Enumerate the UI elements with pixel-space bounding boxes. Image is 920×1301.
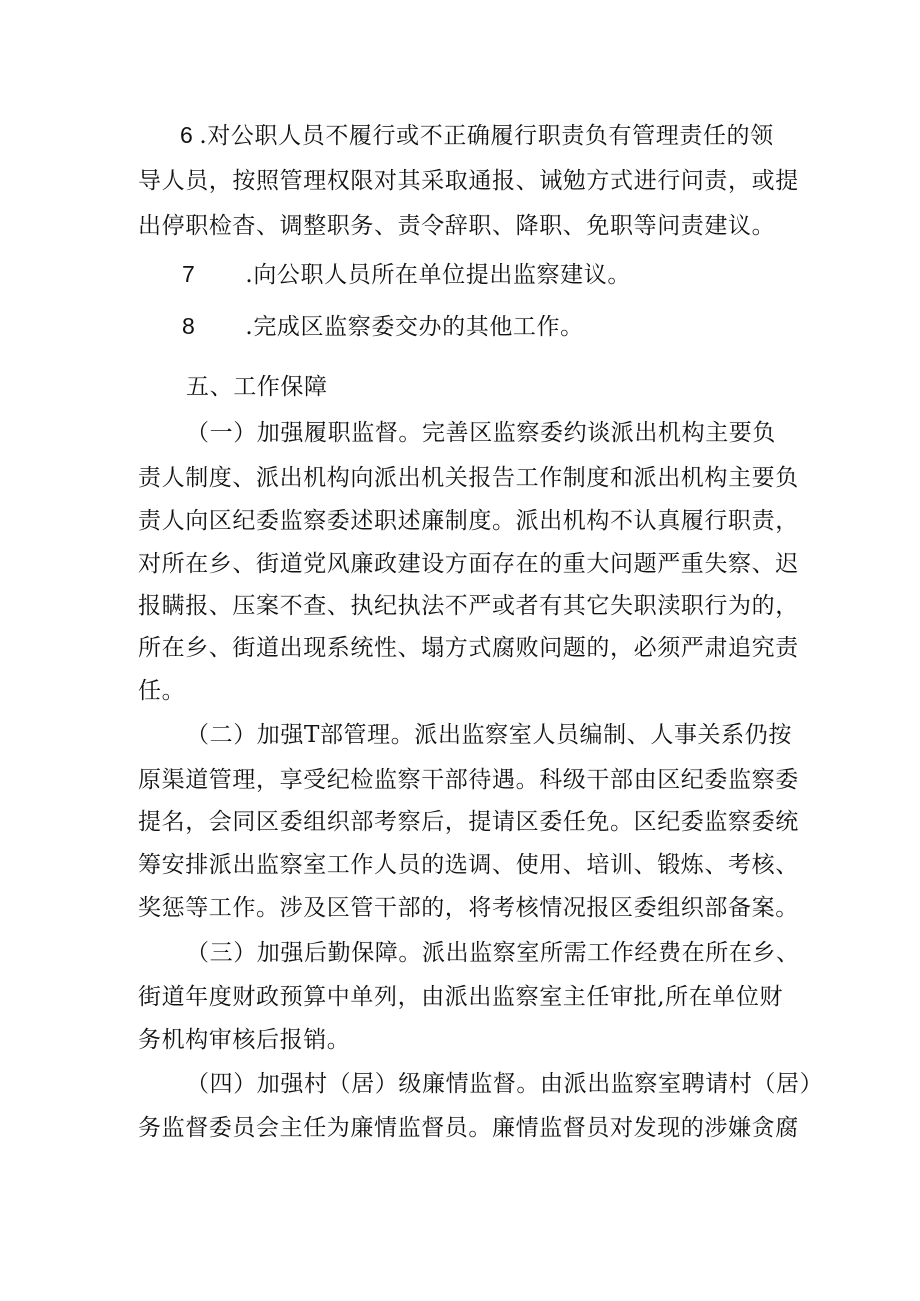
item-6-number: 6 xyxy=(180,122,194,148)
p1-line-2: 责人制度、派出机构向派出机关报告工作制度和派出机构主要负 xyxy=(138,465,799,491)
item-8-text: .完成区监察委交办的其他工作。 xyxy=(245,314,584,340)
item-7-number: 7 xyxy=(182,261,196,287)
p2-line-1: （二）加强T部管理。派出监察室人员编制、人事关系仍按 xyxy=(186,722,792,748)
p2-line-3: 提名，会同区委组织部考察后，提请区委任免。区纪委监察委统 xyxy=(138,809,799,835)
p1-line-5: 报瞒报、压案不查、执纪执法不严或者有其它失职渎职行为的， xyxy=(138,593,799,619)
item-7-text: .向公职人员所在单位提出监察建议。 xyxy=(245,262,631,288)
p1-line-7: 任。 xyxy=(138,678,186,704)
item-8-number: 8 xyxy=(182,313,196,339)
p3-line-3: 务机构审核后报销。 xyxy=(138,1027,351,1053)
p3-line-2: 街道年度财政预算中单列，由派出监察室主任审批,所在单位财 xyxy=(138,984,784,1010)
item-6-line-2: 导人员，按照管理权限对其采取通报、诫勉方式进行问责，或提 xyxy=(138,168,799,194)
p1-line-1: （一）加强履职监督。完善区监察委约谈派出机构主要负 xyxy=(186,420,776,446)
item-6-line-1 xyxy=(180,120,800,151)
item-6-line-3: 出停职检杳、调整职务、责令辞职、降职、免职等问责建议。 xyxy=(138,213,776,239)
p2-line-2: 原渠道管理，享受纪检监察干部待遇。科级干部由区纪委监察委 xyxy=(138,767,799,793)
p1-line-6: 所在乡、街道出现系统性、塌方式腐败问题的，必须严肃追究责 xyxy=(138,635,799,661)
item-7 xyxy=(182,259,842,290)
p1-line-4: 对所在乡、街道党风廉政建设方面存在的重大问题严重失察、迟 xyxy=(138,551,799,577)
p4-line-1: （四）加强村（居）级廉情监督。由派出监察室聘请村（居） xyxy=(186,1071,824,1097)
p1-line-3: 责人向区纪委监察委述职述廉制度。派出机构不认真履行职责， xyxy=(138,508,799,534)
item-8 xyxy=(182,311,842,342)
p2-line-4: 筹安排派出监察室工作人员的选调、使用、培训、锻炼、考核、 xyxy=(138,852,799,878)
section-heading: 五、工作保障 xyxy=(186,374,328,400)
p4-line-2: 务监督委员会主任为廉情监督员。廉情监督员对发现的涉嫌贪腐 xyxy=(138,1115,799,1141)
p3-line-1: （三）加强后勤保障。派出监察室所需工作经费在所在乡、 xyxy=(186,940,800,966)
item-6-text-1: .对公职人员不履行或不正确履行职责负有管理责任的领 xyxy=(199,123,774,149)
p2-line-5: 奖惩等工作。涉及区管干部的，将考核情况报区委组织部备案。 xyxy=(138,895,799,921)
